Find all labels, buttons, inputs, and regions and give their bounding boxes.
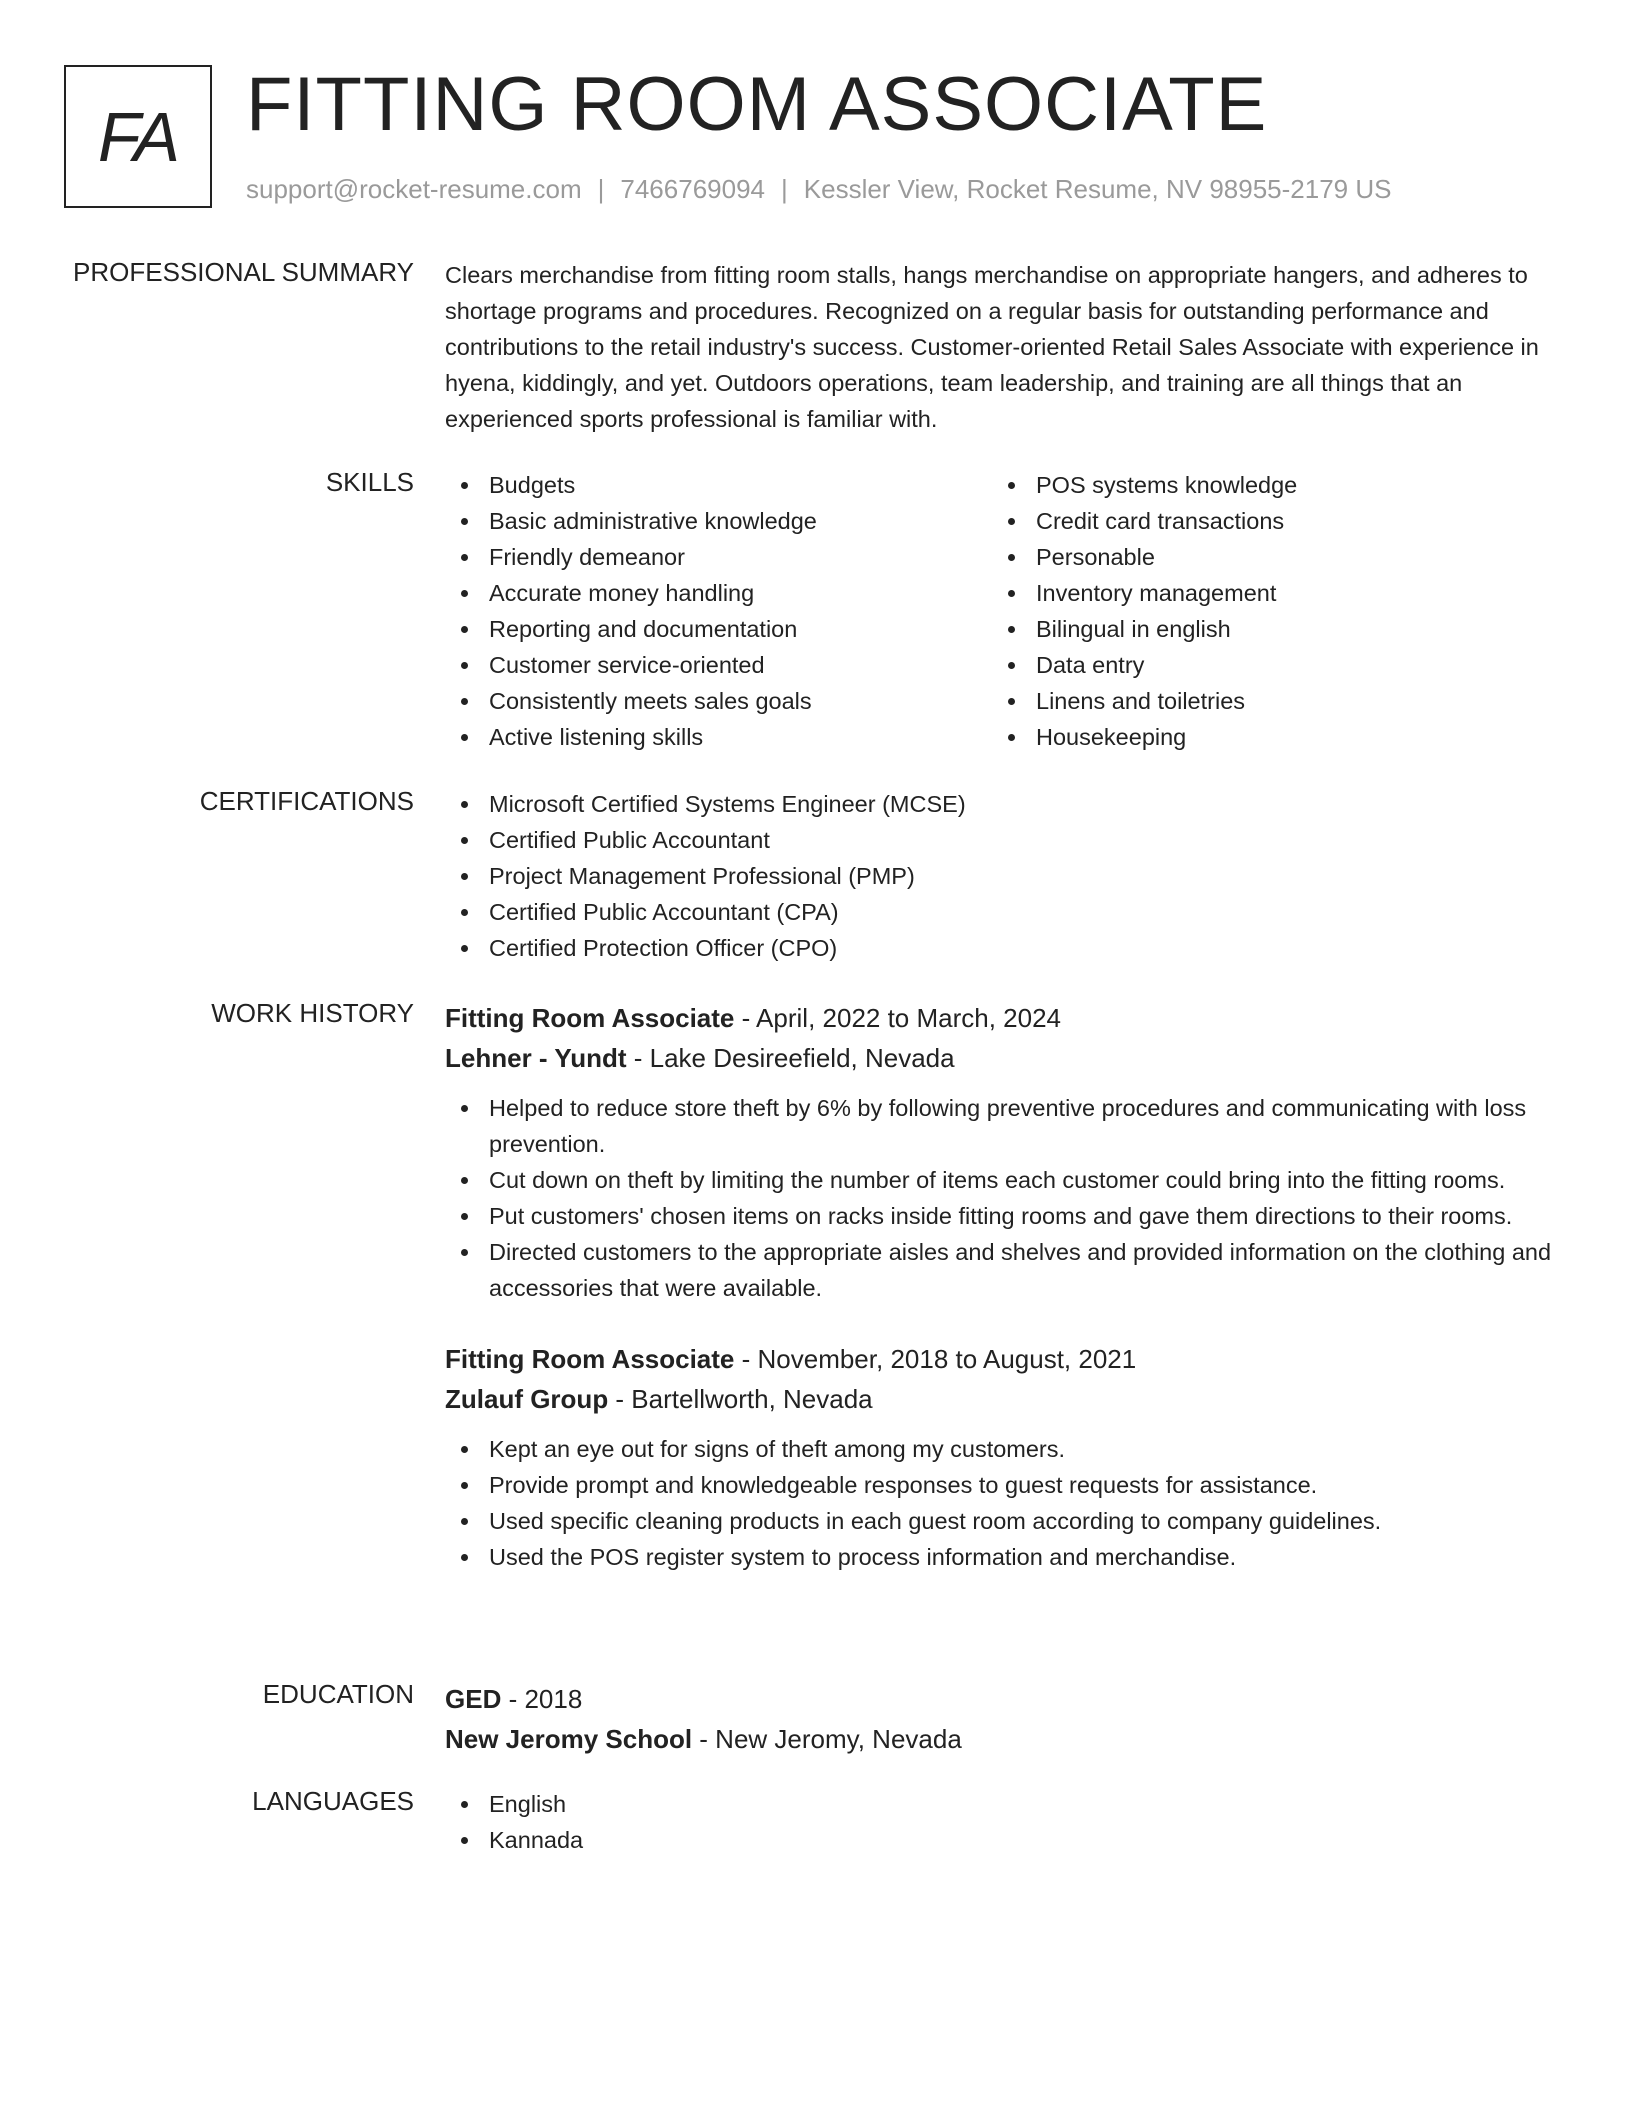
- section-label: LANGUAGES: [252, 1786, 414, 1816]
- list-item: Certified Public Accountant: [445, 822, 1565, 858]
- school-location: - New Jeromy, Nevada: [692, 1724, 962, 1754]
- list-item: Active listening skills: [445, 719, 992, 755]
- company-location: - Bartellworth, Nevada: [608, 1384, 873, 1414]
- section-label: CERTIFICATIONS: [199, 786, 414, 816]
- school-name: New Jeromy School: [445, 1724, 693, 1754]
- list-item: Used the POS register system to process information and merchandise.: [445, 1539, 1565, 1575]
- list-item: Data entry: [992, 647, 1539, 683]
- list-item: Customer service-oriented: [445, 647, 992, 683]
- list-item: Accurate money handling: [445, 575, 992, 611]
- list-item: Personable: [992, 539, 1539, 575]
- job-bullets: [445, 1431, 1565, 1575]
- list-item: Friendly demeanor: [445, 539, 992, 575]
- job-bullets: [445, 1090, 1565, 1306]
- languages-list: [445, 1786, 1565, 1858]
- school-line: [445, 1719, 1565, 1759]
- skills-list: [445, 467, 1565, 755]
- company-location: - Lake Desireefield, Nevada: [626, 1043, 955, 1073]
- company-name: Zulauf Group: [445, 1384, 609, 1414]
- contact-email[interactable]: support@rocket-resume.com: [246, 174, 582, 204]
- certifications-list: [445, 786, 1565, 966]
- section-label: SKILLS: [325, 467, 414, 497]
- job-employer: [445, 1038, 1565, 1078]
- contact-phone[interactable]: 7466769094: [620, 174, 765, 204]
- list-item: Bilingual in english: [992, 611, 1539, 647]
- job-title: Fitting Room Associate: [445, 1344, 735, 1374]
- list-item: Put customers' chosen items on racks inside fitting rooms and gave them directions to their rooms.: [445, 1198, 1565, 1234]
- job-title: Fitting Room Associate: [445, 1003, 735, 1033]
- skills-column-right: [992, 467, 1539, 755]
- summary-text: Clears merchandise from fitting room stalls, hangs merchandise on appropriate hangers, and adheres to shortage programs and procedures. Recognized on a regular basis for outstanding performance and contributions to the retail industry's success. Customer-oriented Retail Sales Associate with experience in hyena, kiddingly, and yet. Outdoors operations, team leadership, and training are all things that an experienced sports professional is familiar with.: [445, 262, 1539, 432]
- list-item: POS systems knowledge: [992, 467, 1539, 503]
- list-item: Directed customers to the appropriate aisles and shelves and provided information on the clothing and accessories that were available.: [445, 1234, 1565, 1306]
- resume-header: [64, 62, 1584, 210]
- list-item: Used specific cleaning products in each guest room according to company guidelines.: [445, 1503, 1565, 1539]
- page-title: FITTING ROOM ASSOCIATE: [246, 62, 1268, 147]
- section-label: WORK HISTORY: [211, 998, 414, 1028]
- list-item: Inventory management: [992, 575, 1539, 611]
- list-item: Kannada: [445, 1822, 1565, 1858]
- work-history-body: [445, 998, 1565, 1575]
- list-item: Basic administrative knowledge: [445, 503, 992, 539]
- job-dates: - April, 2022 to March, 2024: [734, 1003, 1062, 1033]
- list-item: Linens and toiletries: [992, 683, 1539, 719]
- list-item: Microsoft Certified Systems Engineer (MCSE): [445, 786, 1565, 822]
- list-item: Consistently meets sales goals: [445, 683, 992, 719]
- section-label: PROFESSIONAL SUMMARY: [73, 257, 414, 287]
- contact-line: [246, 174, 1391, 205]
- list-item: Certified Public Accountant (CPA): [445, 894, 1565, 930]
- contact-separator: |: [597, 174, 605, 204]
- job-entry: [445, 1339, 1565, 1575]
- contact-separator: |: [781, 174, 788, 204]
- list-item: Housekeeping: [992, 719, 1539, 755]
- job-dates: - November, 2018 to August, 2021: [734, 1344, 1137, 1374]
- list-item: Project Management Professional (PMP): [445, 858, 1565, 894]
- list-item: Provide prompt and knowledgeable responses to guest requests for assistance.: [445, 1467, 1565, 1503]
- list-item: Credit card transactions: [992, 503, 1539, 539]
- degree: GED: [445, 1684, 502, 1714]
- monogram-logo: FA: [64, 65, 212, 208]
- list-item: Reporting and documentation: [445, 611, 992, 647]
- list-item: English: [445, 1786, 1565, 1822]
- job-entry: [445, 998, 1565, 1306]
- list-item: Helped to reduce store theft by 6% by following preventive procedures and communicating with loss prevention.: [445, 1090, 1565, 1162]
- education-body: [445, 1679, 1565, 1759]
- job-employer: [445, 1379, 1565, 1419]
- list-item: Budgets: [445, 467, 992, 503]
- list-item: Kept an eye out for signs of theft among my customers.: [445, 1431, 1565, 1467]
- section-label: EDUCATION: [262, 1679, 414, 1709]
- skills-column-left: [445, 467, 992, 755]
- list-item: Certified Protection Officer (CPO): [445, 930, 1565, 966]
- list-item: Cut down on theft by limiting the number of items each customer could bring into the fitting rooms.: [445, 1162, 1565, 1198]
- job-heading: [445, 998, 1565, 1038]
- degree-line: [445, 1679, 1565, 1719]
- job-heading: [445, 1339, 1565, 1379]
- degree-year: - 2018: [501, 1684, 583, 1714]
- contact-address: Kessler View, Rocket Resume, NV 98955-2179 US: [803, 174, 1392, 204]
- company-name: Lehner - Yundt: [445, 1043, 627, 1073]
